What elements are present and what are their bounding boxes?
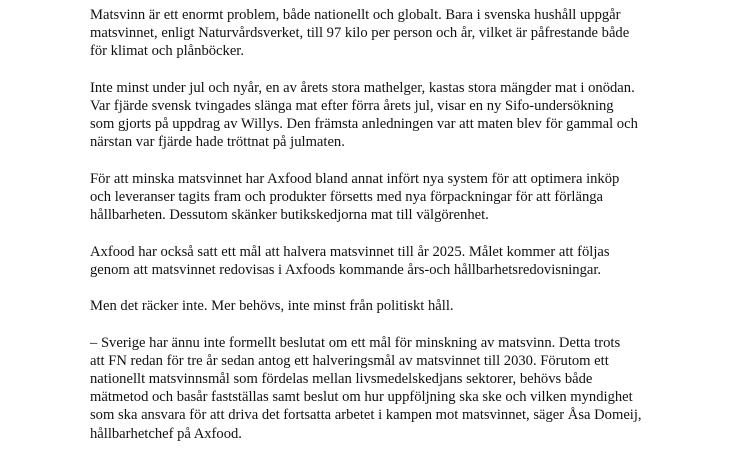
- text-line: att FN redan för tre år sedan antog ett halveringsmål av matsvinnet till 2030. Förutom ett: [90, 352, 609, 369]
- paragraph-4: [90, 243, 675, 279]
- paragraph-1: [90, 6, 675, 61]
- text-line: mätmetod och basår fastställas samt beslut om hur uppföljning ska ske och vilken myndighet: [90, 389, 633, 406]
- paragraph-2: [90, 79, 675, 152]
- text-line: För att minska matsvinnet har Axfood bland annat infört nya system för att optimera inköp: [90, 170, 620, 187]
- text-line: Matsvinn är ett enormt problem, både nationellt och globalt. Bara i svenska hushåll uppgår: [90, 7, 621, 23]
- text-line: Men det räcker inte. Mer behövs, inte minst från politiskt håll.: [90, 298, 454, 315]
- text-line: matsvinnet, enligt Naturvårdsverket, till 97 kilo per person och år, vilket är påfrestande både: [90, 25, 630, 42]
- paragraph-6-quote: [90, 334, 675, 443]
- text-line: för klimat och plånböcker.: [90, 43, 244, 60]
- text-line: Inte minst under jul och nyår, en av årets stora mathelger, kastas stora mängder mat i onödan.: [90, 79, 635, 96]
- text-line: närstan var fjärde hade tröttnat på julmaten.: [90, 134, 345, 151]
- text-line: – Sverige har ännu inte formellt beslutat om ett mål för minskning av matsvinn. Detta trots: [90, 334, 621, 351]
- text-line: som gjorts på uppdrag av Willys. Den främsta anledningen var att maten blev för gammal och: [90, 116, 638, 133]
- text-line: som ska ansvara för att driva det fortsatta arbetet i kampen mot matsvinnet, säger Åsa Domeij,: [90, 407, 642, 424]
- paragraph-3: [90, 170, 675, 225]
- text-line: genom att matsvinnet redovisas i Axfoods kommande års-och hållbarhetsredovisningar.: [90, 261, 602, 278]
- text-line: hållbarheten. Dessutom skänker butikskedjorna mat till välgörenhet.: [90, 207, 489, 224]
- text-line: nationellt matsvinnsmål som fördelas mellan livsmedelskedjans sektorer, behövs både: [90, 370, 593, 387]
- text-line: och leveranser tagits fram och produkter försetts med nya förpackningar för att förlänga: [90, 189, 604, 205]
- text-line: Var fjärde svensk tvingades slänga mat efter förra årets jul, visar en ny Sifo-undersökning: [90, 98, 614, 114]
- text-line: hållbarhetchef på Axfood.: [90, 425, 242, 442]
- paragraph-5: [90, 297, 675, 315]
- document-body: [90, 6, 675, 461]
- text-line: Axfood har också satt ett mål att halvera matsvinnet till år 2025. Målet kommer att följas: [90, 243, 610, 260]
